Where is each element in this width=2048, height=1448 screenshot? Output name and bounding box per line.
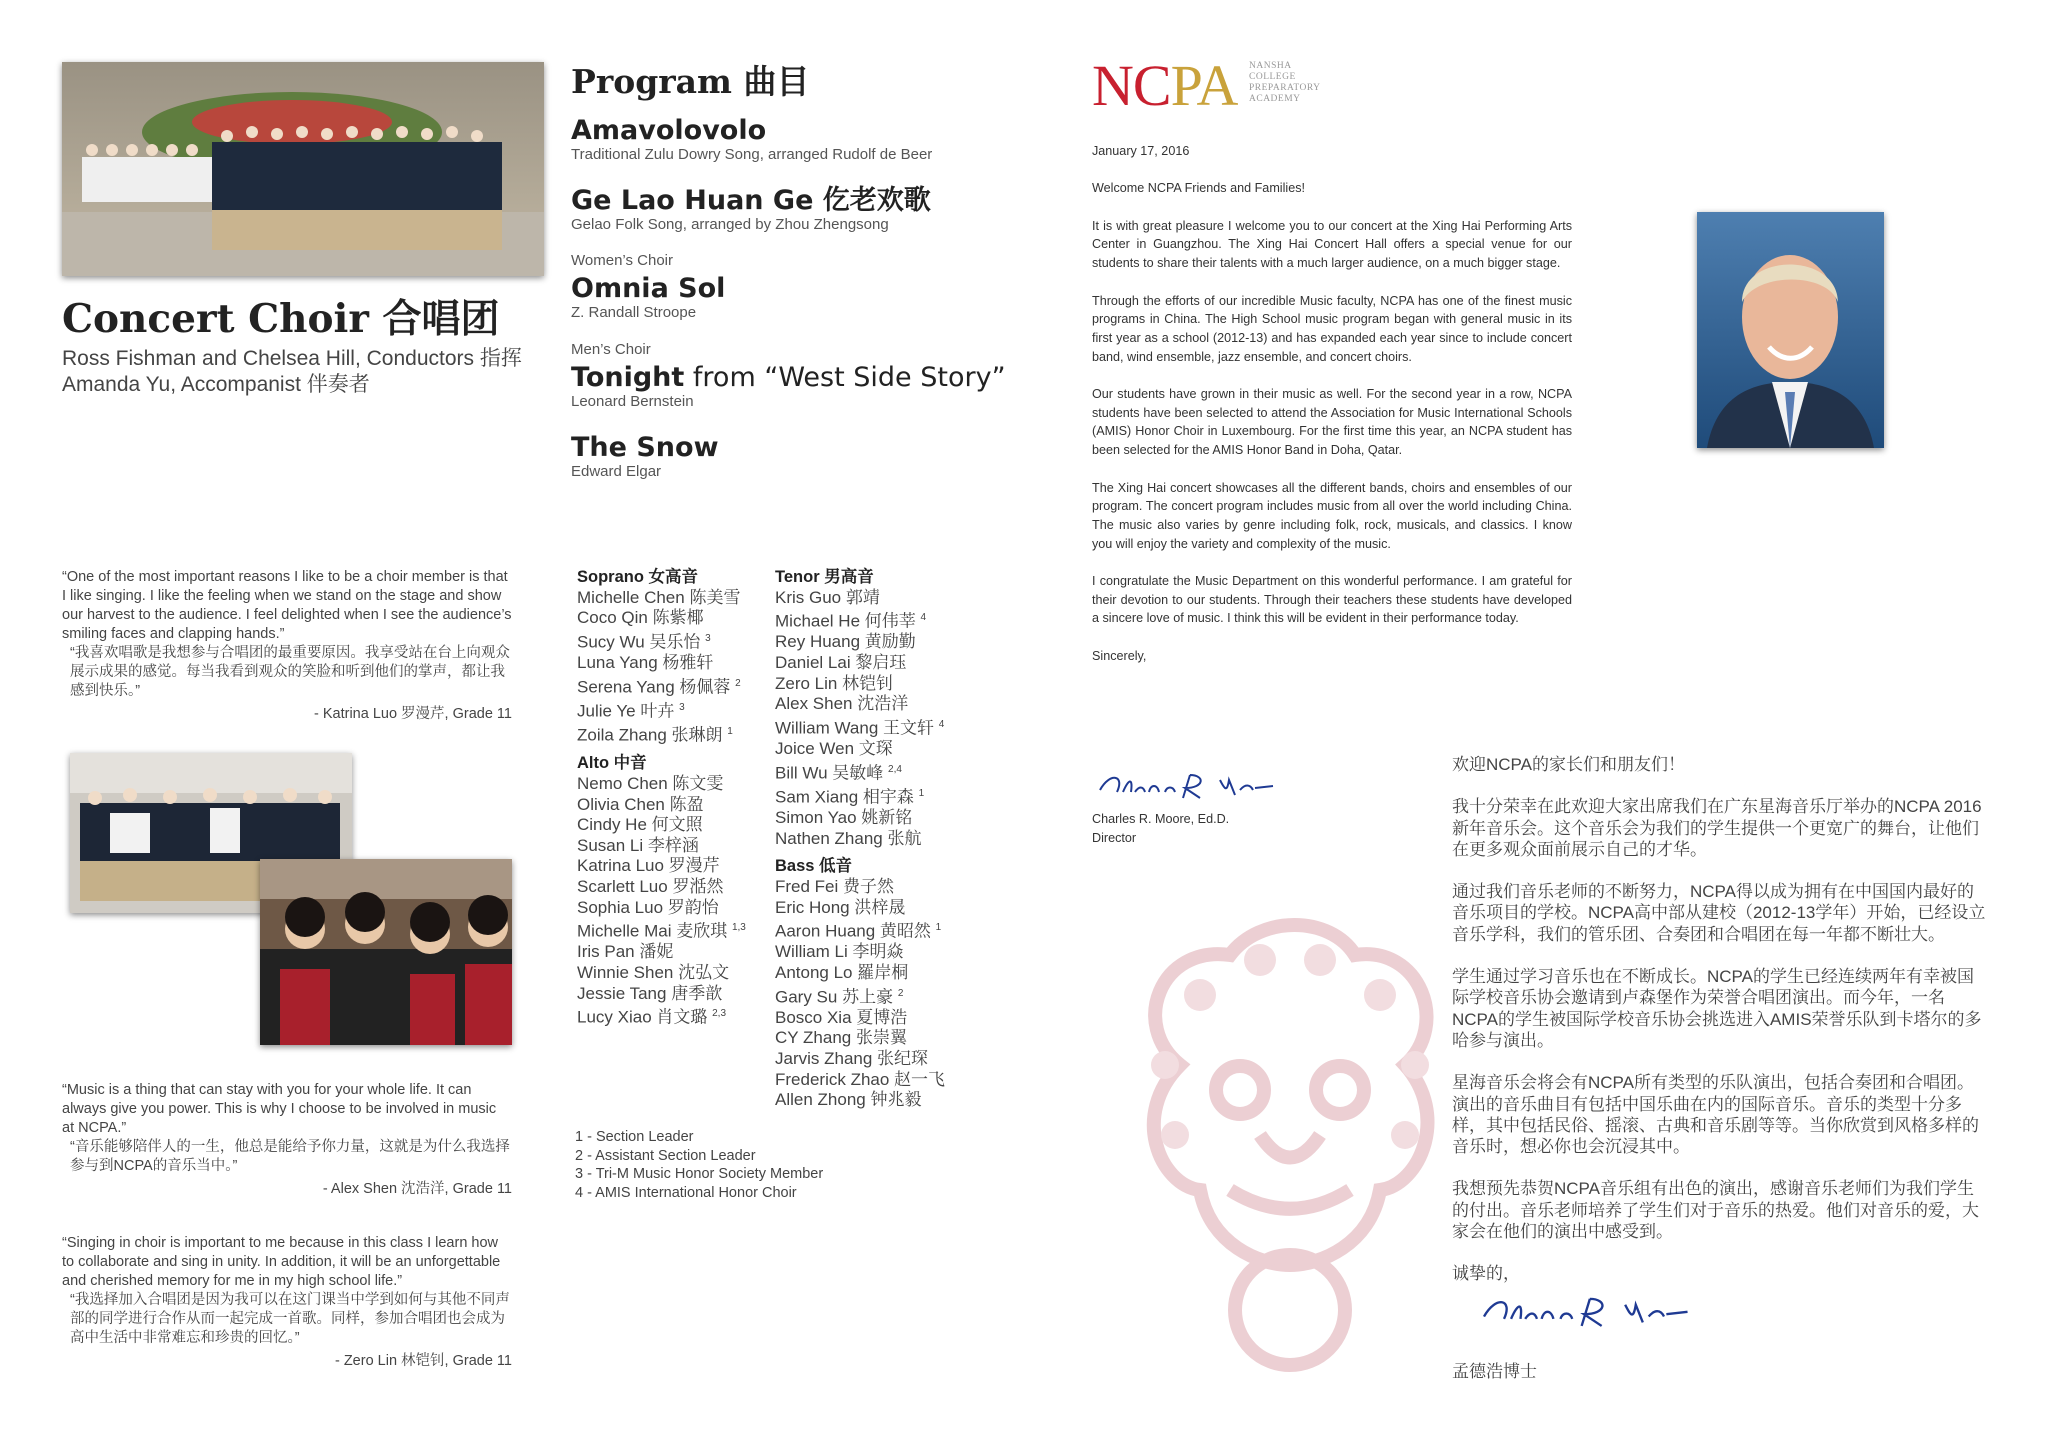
letter-cn-paragraph: 通过我们音乐老师的不断努力，NCPA得以成为拥有在中国国内最好的音乐项目的学校。NCPA高中部从建校（2012-13学年）开始，已经设立音乐学科，我们的管乐团、合奏团和合唱团在每一年都不断壮大。 [1452,882,1986,944]
member-row [577,856,746,877]
member-name: Winnie Shen 沈弘文 [577,962,730,982]
logo-line: PREPARATORY [1249,83,1321,93]
member-row [775,1028,945,1049]
piece-subtitle: Traditional Zulu Dowry Song, arranged Rudolf de Beer [571,146,933,163]
choir-title: Concert Choir 合唱团 [62,296,500,342]
conductors-line: Ross Fishman and Chelsea Hill, Conductors 指挥 [62,347,522,370]
footnote: 3 - Tri-M Music Honor Society Member [575,1166,824,1182]
member-row [577,942,746,963]
letter-cn-paragraph: 学生通过学习音乐也在不断成长。NCPA的学生已经连续两年有幸被国际学校音乐协会邀请到卢森堡作为荣誉合唱团演出。而今年，一名NCPA的学生被国际学校音乐协会挑选进入AMIS荣誉乐队到卡塔尔的多哈参与演出。 [1452,967,1982,1050]
singers-closeup-photo [260,859,512,1045]
member-row [775,898,945,919]
letter-paragraph: I congratulate the Music Department on this wonderful performance. I am grateful for their devotion to our students. Through their teachers these students have developed a sincere love of music. I think this will be evident in their performance today. [1092,574,1572,626]
member-row [775,963,945,984]
member-row [577,774,746,795]
member-row [775,694,945,715]
footnote: 2 - Assistant Section Leader [575,1147,756,1164]
member-name: Frederick Zhao 赵一飞 [775,1069,946,1089]
member-note: 2,3 [712,1008,727,1020]
member-name: Iris Pan 潘妮 [577,942,674,962]
member-name: Susan Li 李梓涵 [577,835,699,855]
member-name: William Wang 王文轩 [775,718,934,738]
member-name: Eric Hong 洪梓晟 [775,897,906,917]
member-name: Allen Zhong 钟兆毅 [775,1090,922,1110]
program-piece [571,185,991,233]
letter-paragraph: The Xing Hai concert showcases all the different bands, choirs and ensembles of our program. The concert program includes music from all over the world including China. The music also varies by genre including folk, rock, musicals, and classics. I know you will enjoy the variety and complexity of the music. [1092,480,1572,551]
member-name: Lucy Xiao 肖文璐 [577,1007,708,1027]
member-note: 2,4 [888,763,902,775]
member-name: Nemo Chen 陈文雯 [577,773,724,793]
member-name: Zero Lin 林铠钊 [775,673,894,693]
quote-zh: “我选择加入合唱团是因为我可以在这门课当中学到如何与其他不同声部的同学进行合作从而一起完成一首歌。同样，参加合唱团也会成为高中生活中非常难忘和珍贵的回忆。” [70,1292,510,1346]
soprano-list [577,588,746,747]
member-name: Jarvis Zhang 张纪琛 [775,1049,929,1068]
member-row [775,918,945,942]
member-row [577,836,746,857]
letter-cn-paragraph: 我想预先恭贺NCPA音乐组有出色的演出，感谢音乐老师们为我们学生的付出。音乐老师培养了学生们对于音乐的热爱。他们对音乐的爱，大家会在他们的演出中感受到。 [1452,1179,1979,1242]
member-name: Rey Huang 黄励勤 [775,632,916,652]
member-row [775,784,945,808]
letter-cn-paragraph: 星海音乐会将会有NCPA所有类型的乐队演出，包括合奏团和合唱团。演出的音乐曲目有包括中国乐曲在内的国际音乐。音乐的类型十分多样，其中包括民俗、摇滚、古典和音乐剧等等。当你欣赏到风格多样的音乐时，想必你也会沉浸其中。 [1452,1073,1979,1157]
member-row [775,877,945,898]
member-name: Aaron Huang 黄昭然 [775,921,931,941]
signature-english [1095,770,1275,804]
logo-line: COLLEGE [1249,72,1296,82]
quote-zero [62,1234,512,1371]
member-row [577,722,746,746]
choir-credits [62,346,522,398]
bass-list [775,877,945,1111]
member-row [775,1008,945,1029]
member-name: Fred Fei 费子然 [775,876,895,896]
program-piece [571,252,991,321]
member-row [775,588,945,609]
piece-title: The Snow [571,432,719,463]
member-name: Simon Yao 姚新铭 [775,808,913,828]
member-name: Kris Guo 郭靖 [775,587,880,607]
member-name: Zoila Zhang 张琳朗 [577,725,723,745]
quote-en: “One of the most important reasons I like to be a choir member is that I like singing. I like the feeling when we stand on the stage and show our harvest to the audience. I feel delighted when I see the audience’s smiling faces and clapping hands.” [62,569,512,642]
member-name: Serena Yang 杨佩蓉 [577,677,731,697]
member-note: 4 [920,612,927,624]
tenor-list [775,588,945,850]
member-name: William Li 李明焱 [775,942,904,962]
piece-title: Ge Lao Huan Ge 仡老欢歌 [571,185,931,216]
roster-footnotes [575,1128,823,1202]
program-piece [571,432,991,480]
quote-en: “Singing in choir is important to me because in this class I learn how to collaborate and sing in unity. In addition, it will be an unforgettable and cherished memory for me in my high school life.” [62,1235,501,1289]
member-row [577,795,746,816]
letter-english [1092,142,1572,684]
letter-paragraph: Our students have grown in their music as well. For the second year in a row, NCPA students have been selected to attend the Association for Music International Schools (AMIS) Honor Choir in Luxembourg. For the first time this year, an NCPA student has been selected for the AMIS Honor Band in Doha, Qatar. [1092,387,1572,458]
member-note: 1 [727,726,733,738]
member-row [775,1049,945,1070]
piece-title: Amavolovolo [571,115,767,146]
roster-women [577,567,746,1028]
member-name: Scarlett Luo 罗湉然 [577,876,724,896]
member-note: 1 [935,922,942,934]
member-row [775,715,945,739]
member-row [577,918,746,942]
piece-subtitle: Edward Elgar [571,463,662,480]
member-name: CY Zhang 张崇翼 [775,1028,907,1048]
member-name: Michael He 何伟莘 [775,611,916,631]
quote-attribution: - Zero Lin 林铠钊, Grade 11 [334,1353,512,1369]
member-name: Sucy Wu 吴乐怡 [577,632,701,652]
piece-subtitle: Z. Randall Stroope [571,304,697,321]
letter-greeting: Welcome NCPA Friends and Families! [1092,181,1305,196]
signature-chinese [1474,1293,1694,1333]
program-heading: Program 曲目 [571,62,810,101]
member-row [577,877,746,898]
member-name: Bill Wu 吴敏峰 [775,763,884,783]
ncpa-logo [1092,53,1321,118]
member-name: Sam Xiang 相宇森 [775,787,914,807]
member-row [775,653,945,674]
letter-paragraph: It is with great pleasure I welcome you to our concert at the Xing Hai Performing Arts Center in Guangzhou. The Xing Hai Concert Hall offers a special venue for our students to share their talents with a much larger audience, on a much bigger stage. [1092,218,1572,271]
member-row [577,1004,746,1028]
lion-emblem-watermark [1120,915,1460,1385]
piece-ensemble: Women’s Choir [571,252,673,269]
letter-closing: Sincerely, [1092,648,1147,663]
letter-cn-greeting: 欢迎NCPA的家长们和朋友们！ [1452,755,1685,774]
tenor-heading: Tenor 男高音 [775,568,874,586]
member-name: Daniel Lai 黎启珏 [775,653,907,673]
member-row [577,588,746,609]
member-name: Antong Lo 羅岸桐 [775,962,909,982]
member-row [577,674,746,698]
member-name: Julie Ye 叶卉 [577,701,675,721]
logo-line: NANSHA [1249,61,1292,71]
member-row [775,984,945,1008]
quote-zh: “我喜欢唱歌是我想参与合唱团的最重要原因。我享受站在台上向观众展示成果的感觉。每当我看到观众的笑脸和听到他们的掌声，都让我感到快乐。” [70,645,510,699]
letter-cn-paragraph: 我十分荣幸在此欢迎大家出席我们在广东星海音乐厅举办的NCPA 2016新年音乐会。这个音乐会为我们的学生提供一个更宽广的舞台，让他们在更多观众面前展示自己的才华。 [1452,797,1982,859]
letter-paragraph: Through the efforts of our incredible Music faculty, NCPA has one of the finest music programs in China. The High School music program began with general music in its first year as a school (2012-13) and has expanded each year since to include concert band, wind ensemble, jazz ensemble, and concert choirs. [1092,293,1572,364]
member-row [577,629,746,653]
program-piece [571,341,1006,410]
letter-chinese [1452,754,1987,1306]
member-name: Olivia Chen 陈盈 [577,794,704,814]
member-row [775,760,945,784]
member-name: Sophia Luo 罗韵怡 [577,897,719,917]
member-name: Alex Shen 沈浩洋 [775,694,909,714]
piece-subtitle: Leonard Bernstein [571,393,694,410]
quote-attribution: - Alex Shen 沈浩洋, Grade 11 [322,1181,512,1197]
logo-line: ACADEMY [1249,94,1301,104]
member-name: Katrina Luo 罗漫芹 [577,856,720,876]
footnote: 1 - Section Leader [575,1129,694,1145]
member-name: Michelle Chen 陈美雪 [577,587,741,607]
logo-letters-accent: PA [1170,53,1238,118]
quote-attribution: - Katrina Luo 罗漫芹, Grade 11 [314,706,512,722]
member-note: 3 [679,701,685,713]
letter-cn-signer: 孟德浩博士 [1452,1362,1537,1381]
piece-title: Omnia Sol [571,273,726,304]
member-row [775,1070,945,1091]
member-row [775,632,945,653]
member-row [775,829,945,850]
member-note: 2 [897,987,904,999]
piece-title-row [571,362,1006,394]
logo-letters: NC [1092,53,1171,118]
roster-men [775,567,945,1111]
logo-wordmark [1249,61,1321,105]
quote-zh: “音乐能够陪伴人的一生，他总是能给予你力量，这就是为什么我选择参与到NCPA的音乐当中。” [70,1139,510,1174]
member-row [577,653,746,674]
member-row [577,984,746,1005]
member-name: Bosco Xia 夏博浩 [775,1007,908,1027]
letter-cn-closing: 诚挚的， [1452,1264,1520,1284]
quote-alex [62,1081,512,1199]
member-note: 3 [705,632,711,644]
member-row [577,608,746,629]
member-row [775,608,945,632]
piece-subtitle: Gelao Folk Song, arranged by Zhou Zhengsong [571,216,889,233]
member-row [577,898,746,919]
member-name: Cindy He 何文照 [577,815,703,835]
choir-group-photo [62,62,544,276]
director-portrait-photo [1697,212,1884,448]
piece-title-suffix: from “West Side Story” [684,362,1006,393]
soprano-heading: Soprano 女高音 [577,568,699,586]
member-row [775,942,945,963]
signer-title: Director [1092,830,1137,845]
program-piece [571,115,991,163]
alto-heading: Alto 中音 [577,754,647,773]
member-name: Nathen Zhang 张航 [775,828,922,848]
member-note: 2 [735,677,741,689]
piece-title: Tonight [571,362,685,393]
alto-list [577,774,746,1028]
member-row [775,808,945,829]
member-row [577,698,746,722]
letter-date: January 17, 2016 [1092,144,1190,158]
member-name: Luna Yang 杨雅轩 [577,653,714,673]
quote-katrina [62,568,512,724]
member-name: Gary Su 苏上豪 [775,987,894,1007]
member-note: 1,3 [731,922,746,934]
quote-en: “Music is a thing that can stay with you for your whole life. It can always give you power. This is why I choose to be involved in music at NCPA.” [62,1082,497,1136]
member-name: Jessie Tang 唐季歆 [577,983,723,1003]
member-note: 4 [938,718,945,730]
member-row [775,1090,945,1111]
member-name: Michelle Mai 麦欣琪 [577,921,728,941]
footnote: 4 - AMIS International Honor Choir [575,1184,797,1201]
member-row [775,674,945,695]
member-name: Joice Wen 文琛 [775,739,893,759]
member-note: 1 [918,787,925,799]
member-row [577,815,746,836]
bass-heading: Bass 低音 [775,857,853,876]
signer-name: Charles R. Moore, Ed.D. [1092,812,1230,826]
member-row [775,739,945,760]
member-name: Coco Qin 陈紫椰 [577,608,704,628]
member-row [577,963,746,984]
accompanist-line: Amanda Yu, Accompanist 伴奏者 [62,373,370,396]
piece-ensemble: Men’s Choir [571,341,651,358]
